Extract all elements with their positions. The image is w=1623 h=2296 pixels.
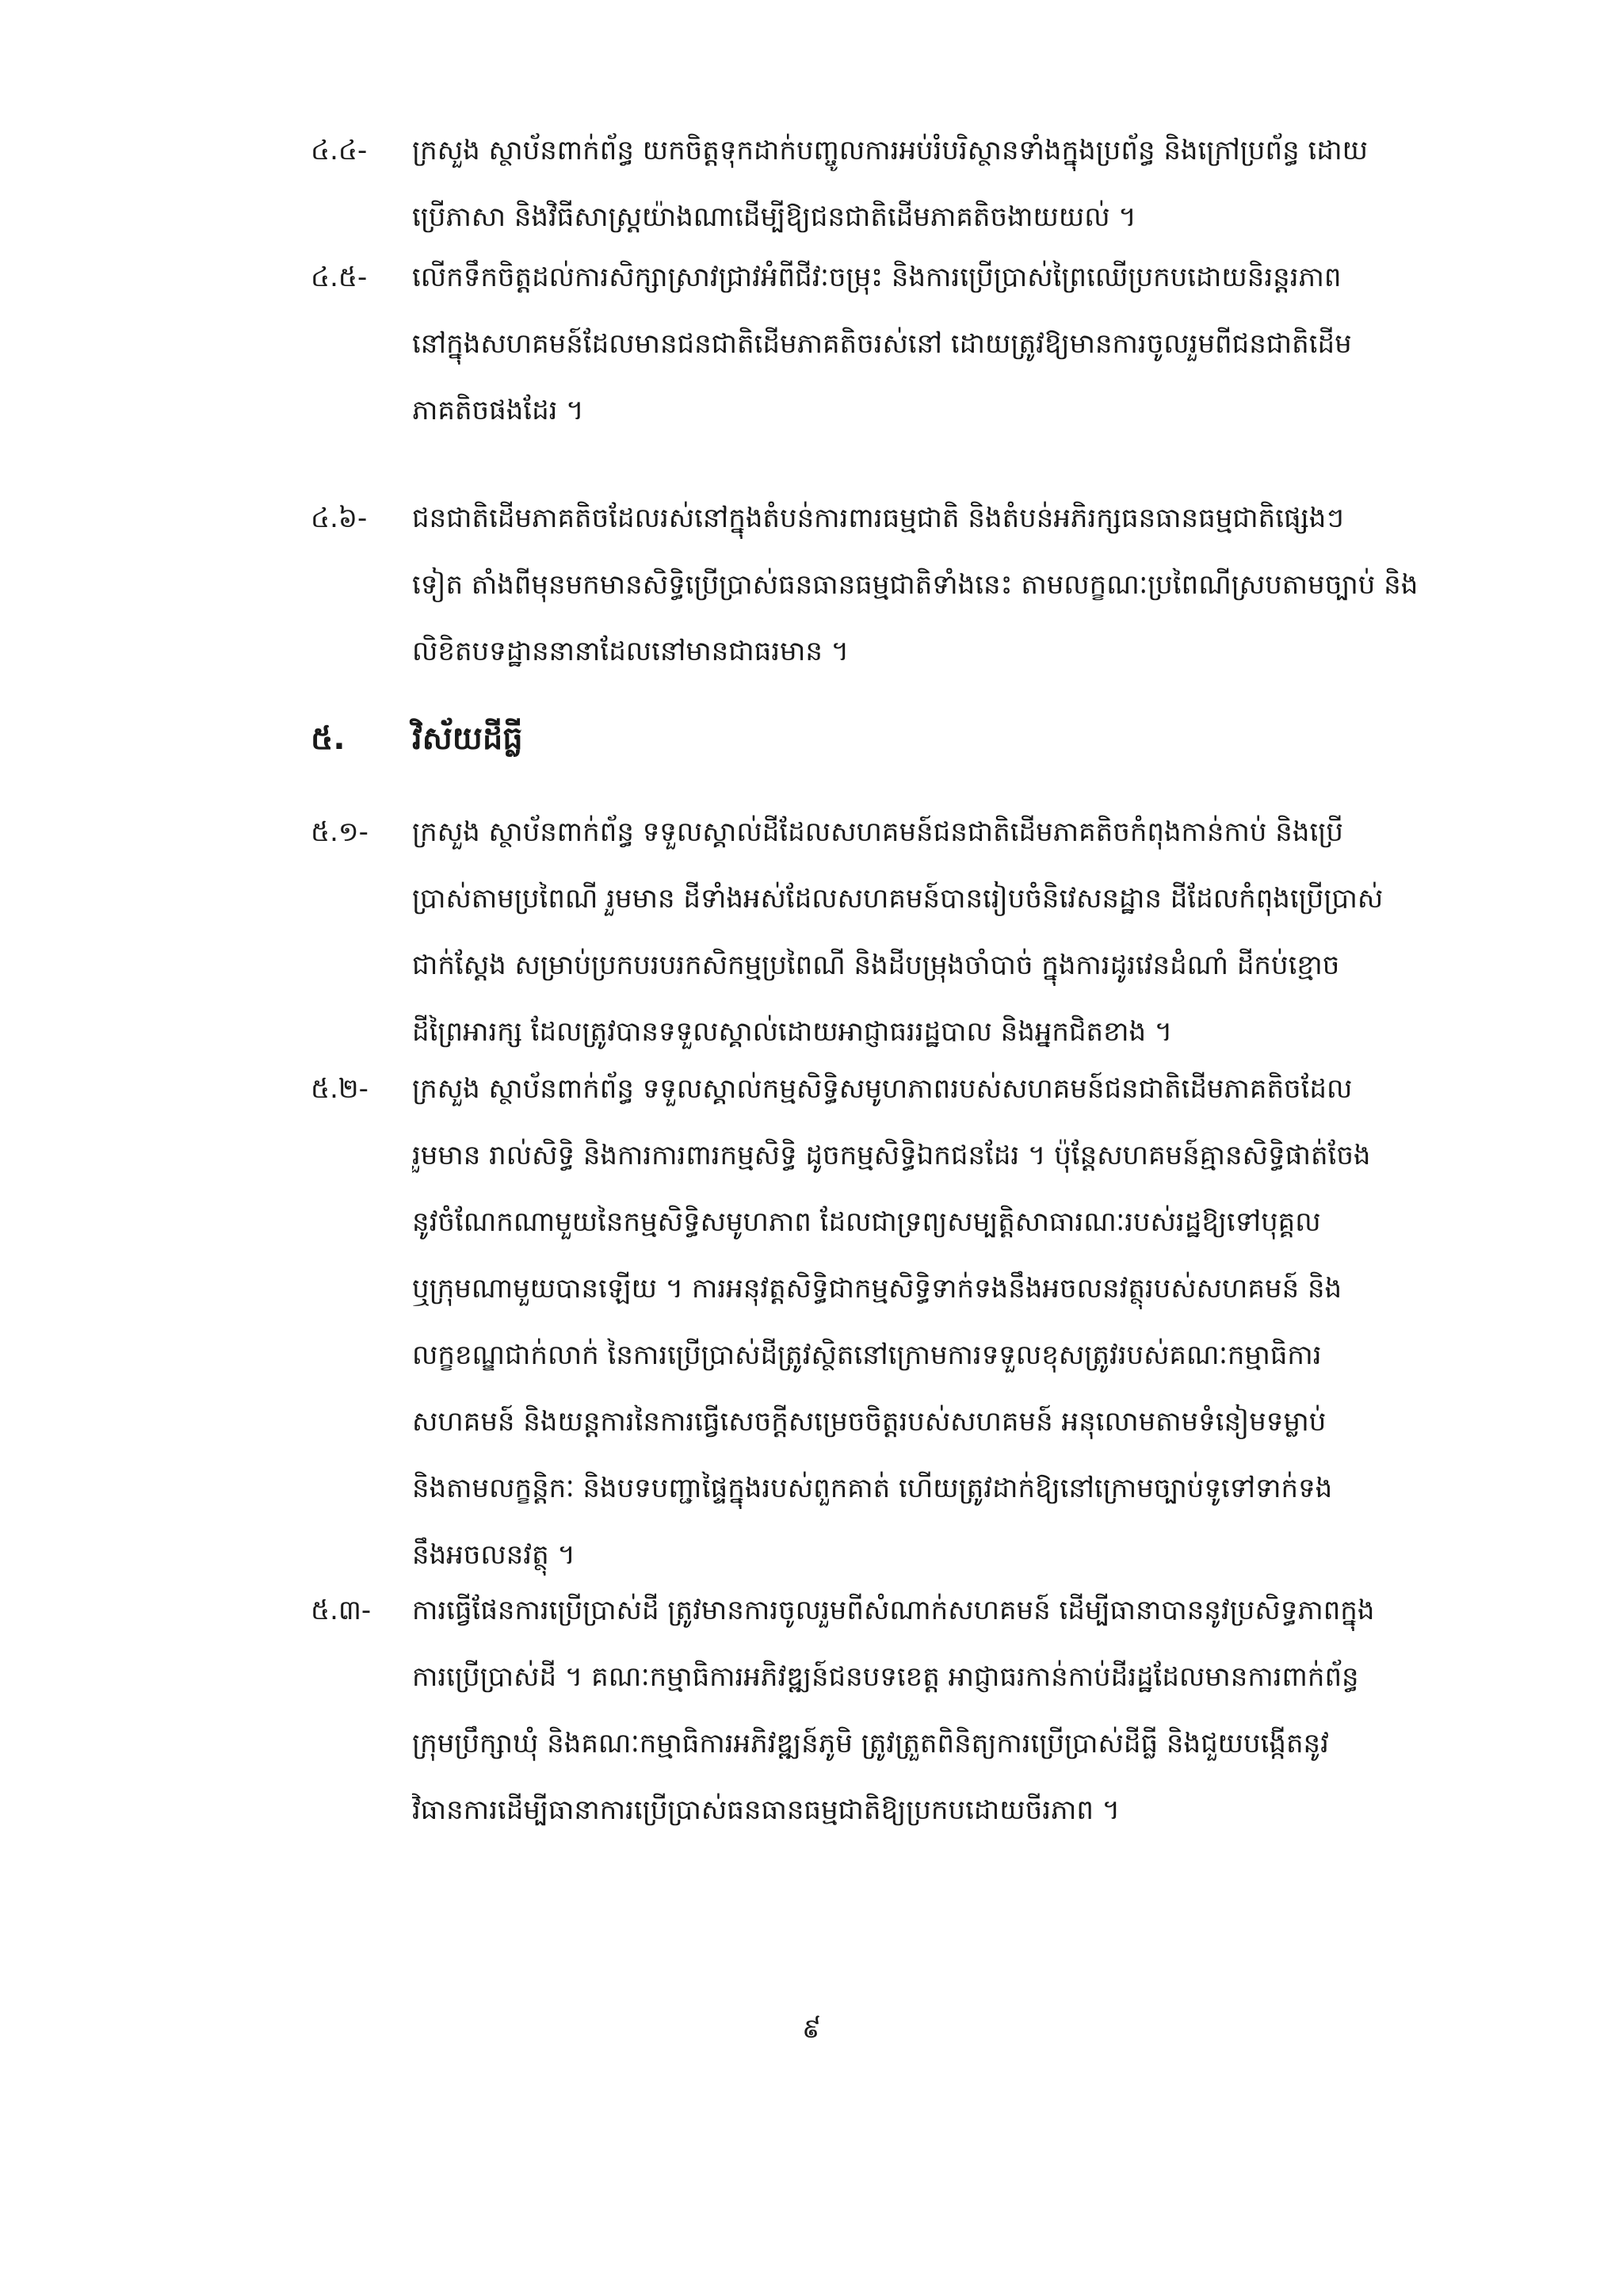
clause-line: ក្រសួង ស្ថាប័នពាក់ព័ន្ធ យកចិត្តទុកដាក់បញ្ចូលការអប់រំបរិស្ថានទាំងក្នុងប្រព័ន្ធ និងក្រៅប្រព័ន្ធ ដោយ [412, 135, 1369, 166]
clause-line: និងតាមលក្ខន្តិកៈ និងបទបញ្ជាផ្ទៃក្នុងរបស់ពួកគាត់ ហើយត្រូវដាក់ឱ្យនៅក្រោមច្បាប់ទូទៅទាក់ទង [412, 1473, 1333, 1504]
clause-line: សហគមន៍ និងយន្តការនៃការធ្វើសេចក្តីសម្រេចចិត្តរបស់សហគមន៍ អនុលោមតាមទំនៀមទម្លាប់ [412, 1406, 1327, 1438]
section-heading [311, 709, 523, 773]
clause-line: នូវចំណែកណាមួយនៃកម្មសិទ្ធិសមូហភាព ដែលជាទ្រព្យសម្បត្តិសាធារណៈរបស់រដ្ឋឱ្យទៅបុគ្គល [412, 1206, 1321, 1238]
clause-number: ៤.៥- [311, 262, 368, 293]
clause-line: ភាគតិចផងដែរ ។ [412, 395, 584, 426]
clause-text [412, 1577, 1486, 1843]
clause-line: ឬក្រុមណាមួយបានឡើយ ។ ការអនុវត្តសិទ្ធិជាកម្មសិទ្ធិទាក់ទងនឹងអចលនវត្ថុរបស់សហគមន៍ និង [412, 1273, 1342, 1305]
clause-number: ៤.៤- [311, 135, 368, 166]
clause-line: ជាក់ស្តែង សម្រាប់ប្រកបរបរកសិកម្មប្រពៃណី និងដីបម្រុងចាំបាច់ ក្នុងការដូរវេនដំណាំ ដីកប់ខ្មោច [412, 949, 1340, 981]
section-title: វិស័យដីធ្លី [412, 720, 523, 757]
section-number: ៥. [311, 720, 346, 757]
clause-number: ៤.៦- [311, 502, 368, 534]
clause-line: រួមមាន រាល់សិទ្ធិ និងការការពារកម្មសិទ្ធិ ដូចកម្មសិទ្ធិឯកជនដែរ ។ ប៉ុន្តែសហគមន៍គ្មានសិទ្ធិផាត់ចែង [412, 1140, 1371, 1171]
clause-line: ជនជាតិដើមភាគតិចដែលរស់នៅក្នុងតំបន់ការពារធម្មជាតិ និងតំបន់អភិរក្សធនធានធម្មជាតិផ្សេងៗ [412, 502, 1344, 534]
clause-line: ការប្រើប្រាស់ដី ។ គណៈកម្មាធិការអភិវឌ្ឍន៍ជនបទខេត្ត អាជ្ញាធរកាន់កាប់ដីរដ្ឋដែលមានការពាក់ព័ន្ធ [412, 1661, 1359, 1693]
clause-line: ដីព្រៃអារក្ស ដែលត្រូវបានទទួលស្គាល់ដោយអាជ្ញាធររដ្ឋបាល និងអ្នកជិតខាង ។ [412, 1016, 1173, 1048]
clause-line: វិធានការដើម្បីធានាការប្រើប្រាស់ធនធានធម្មជាតិឱ្យប្រកបដោយចីរភាព ។ [412, 1794, 1121, 1826]
clause-line: ក្រុមប្រឹក្សាឃុំ និងគណៈកម្មាធិការអភិវឌ្ឍន៍ភូមិ ត្រូវត្រួតពិនិត្យការប្រើប្រាស់ដីធ្លី និងជួយបង្កើតនូវ [412, 1728, 1329, 1759]
clause-line: ប្រាស់តាមប្រពៃណី រួមមាន ដីទាំងអស់ដែលសហគមន៍បានរៀបចំនិវេសនដ្ឋាន ដីដែលកំពុងប្រើប្រាស់ [412, 883, 1384, 915]
clause-text [412, 117, 1486, 250]
clause-line: ក្រសួង ស្ថាប័នពាក់ព័ន្ធ ទទួលស្គាល់ដីដែលសហគមន៍ជនជាតិដើមភាគតិចកំពុងកាន់កាប់ និងប្រើ [412, 816, 1343, 848]
clause-line: លិខិតបទដ្ឋាននានាដែលនៅមានជាធរមាន ។ [412, 636, 850, 667]
clause-line: ការធ្វើផែនការប្រើប្រាស់ដី ត្រូវមានការចូលរួមពីសំណាក់សហគមន៍ ដើម្បីធានាបាននូវប្រសិទ្ធភាពក្នុង [412, 1595, 1375, 1626]
clause-text [412, 1056, 1486, 1588]
page-number: ៩ [801, 2013, 822, 2045]
clause-text [412, 799, 1486, 1065]
clause-number: ៥.១- [311, 816, 369, 848]
clause-line: ក្រសួង ស្ថាប័នពាក់ព័ន្ធ ទទួលស្គាល់កម្មសិទ្ធិសមូហភាពរបស់សហគមន៍ជនជាតិដើមភាគតិចដែល [412, 1073, 1353, 1105]
clause-number: ៥.៣- [311, 1595, 372, 1626]
clause-text [412, 485, 1486, 685]
clause-number: ៥.២- [311, 1073, 369, 1105]
clause-line: ប្រើភាសា និងវិធីសាស្ត្រយ៉ាងណាដើម្បីឱ្យជនជាតិដើមភាគតិចងាយយល់ ។ [412, 201, 1136, 233]
clause-line: ទៀត តាំងពីមុនមកមានសិទ្ធិប្រើប្រាស់ធនធានធម្មជាតិទាំងនេះ តាមលក្ខណៈប្រពៃណីស្របតាមច្បាប់ និង [412, 569, 1419, 601]
clause-line: លក្ខខណ្ឌជាក់លាក់ នៃការប្រើប្រាស់ដីត្រូវស្ថិតនៅក្រោមការទទួលខុសត្រូវរបស់គណៈកម្មាធិការ [412, 1339, 1322, 1371]
clause-line: នឹងអចលនវត្ថុ ។ [412, 1539, 575, 1571]
clause-text [412, 244, 1486, 444]
clause-line: នៅក្នុងសហគមន៍ដែលមានជនជាតិដើមភាគតិចរស់នៅ ដោយត្រូវឱ្យមានការចូលរួមពីជនជាតិដើម [412, 328, 1352, 360]
clause-line: លើកទឹកចិត្តដល់ការសិក្សាស្រាវជ្រាវអំពីជីវៈចម្រុះ និងការប្រើប្រាស់ព្រៃឈើប្រកបដោយនិរន្តរភាព [412, 262, 1342, 293]
